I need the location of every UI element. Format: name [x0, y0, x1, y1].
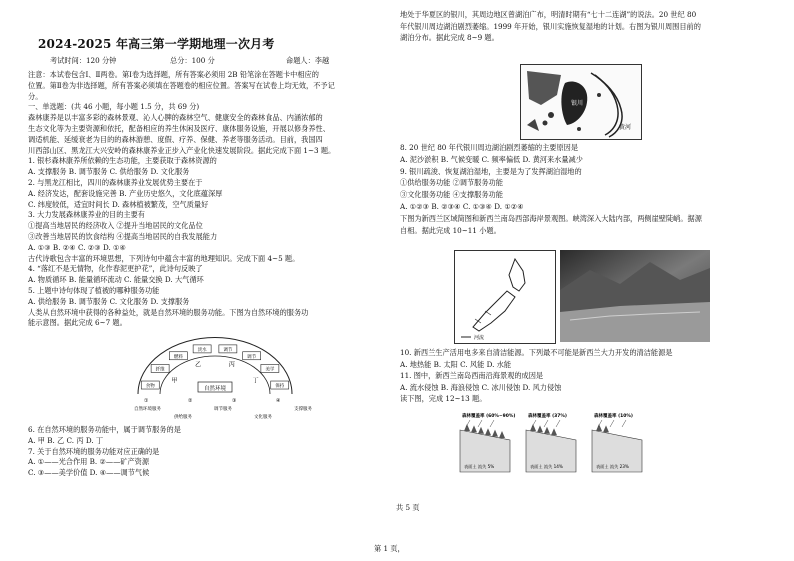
rain-line — [478, 420, 482, 427]
svc-card-label: 调节 — [247, 354, 257, 360]
forest-tree — [499, 431, 505, 438]
rain-line — [466, 420, 470, 427]
text-line: 注意：本试卷包含Ⅰ、Ⅱ两卷。第Ⅰ卷为选择题，所有答案必须用 2B 铅笔涂在答题卡中相应的 — [28, 70, 319, 79]
text-line: C. ③——美学价值 D. ④——调节气候 — [28, 468, 150, 478]
svc-num-label: ① — [144, 398, 149, 404]
text-line: 地处于华夏区的银川，其周边地区曾湖泊广布，明清时期有“七十二连湖”的说法。20 世纪 80 — [400, 10, 697, 19]
text-line: A. ①②③ B. ②③④ C. ①③④ D. ①②④ — [400, 202, 524, 211]
text-line: A. 甲 B. 乙 C. 丙 D. 丁 — [28, 435, 104, 445]
text-line: 自相。据此完成 10~11 小题。 — [400, 225, 501, 235]
text-line: A. 流水侵蚀 B. 海浪侵蚀 C. 冰川侵蚀 D. 风力侵蚀 — [400, 382, 562, 392]
text-line: 9. 银川疏浚、恢复湖泊湿地，主要是为了发挥湖泊湿地的 — [400, 166, 582, 176]
text-line: 湖泊分布。据此完成 8~9 题。 — [400, 33, 499, 42]
svc-center-label: 自然环境 — [203, 386, 227, 392]
text-line: A. 地热能 B. 太阳 C. 风能 D. 水能 — [400, 359, 512, 369]
text-line: A. 供给服务 B. 调节服务 C. 文化服务 D. 支撑服务 — [28, 296, 190, 306]
text-line: ①提高当地居民的经济收入 ②提升当地居民的文化品位 — [28, 221, 203, 231]
svc-sector-label: 丁 — [252, 377, 259, 385]
forest-tree — [537, 425, 543, 432]
text-line: 森林康养是以丰富多彩的森林景观、沁人心脾的森林空气、健康安全的森林食品、内涵浓郁的 — [28, 113, 323, 123]
nz-legend-label: 河流 — [474, 335, 485, 341]
river-label: 黄河 — [619, 124, 632, 131]
text-line: 古代诗歌包含丰富的环境思想，下列诗句中蕴含丰富的地理知识。完成下面 4~5 题。 — [28, 253, 300, 263]
forest-tree — [603, 425, 609, 432]
text-line: 11. 图中，新西兰南岛西南沿海景观的成因是 — [400, 371, 544, 380]
exam-author: 命题人：李越 — [286, 56, 330, 65]
svc-card-label: 纤维 — [155, 367, 165, 373]
text-line: 8. 20 世纪 80 年代银川周边湖泊剧烈萎缩的主要原因是 — [400, 143, 579, 152]
text-line: A. ①——光合作用 B. ②——矿产资源 — [28, 457, 150, 467]
forest-tree — [478, 427, 484, 434]
exam-time: 考试时间：120 分钟 — [50, 56, 117, 65]
fig-service-functions — [120, 332, 310, 422]
svc-bottom-label: 供给服务 — [174, 415, 192, 420]
forest-title: 森林覆盖率 (60%~90%) — [462, 414, 516, 419]
text-line: 4. “落红不是无情物，化作春泥更护花”，此诗句反映了 — [28, 264, 203, 274]
text-line: A. 泥沙淤积 B. 气候变暖 C. 频率偏低 D. 黄河来水量减少 — [400, 154, 583, 164]
rain-line — [622, 420, 626, 427]
text-line: 5. 上题中诗句体现了植被的哪种服务功能 — [28, 286, 160, 295]
footer-page-number: 第 1 页， — [374, 544, 405, 553]
text-line: A. 物质循环 B. 能量循环流动 C. 能量交换 D. 大气循环 — [28, 275, 204, 285]
forest-tree — [544, 427, 550, 434]
text-line: 7. 关于自然环境的服务功能对应正确的是 — [28, 446, 160, 456]
fig-yinchuan-lakes — [520, 64, 642, 140]
svc-sector-label: 丙 — [228, 361, 235, 369]
svc-num-label: ③ — [232, 398, 237, 404]
exam-title: 2024-2025 年高三第一学期地理一次月考 — [38, 37, 275, 51]
fig-nz-map — [454, 250, 556, 344]
rain-line — [610, 420, 614, 427]
forest-bottom-label: 表面土 流失 5% — [464, 464, 495, 469]
forest-tree — [485, 428, 491, 435]
svc-card-label: 调节 — [223, 347, 233, 353]
text-line: 分。 — [28, 91, 43, 101]
svc-card-label: 燃料 — [173, 354, 183, 360]
text-line: 调适机能、延缓衰老为目的的森林游憩、度假、疗养、保健、养老等服务活动。目前，我国四 — [28, 134, 323, 144]
forest-title: 森林覆盖率 (37%) — [528, 414, 567, 419]
fig-forest-coverage — [456, 410, 656, 482]
svc-bottom-label: 文化服务 — [254, 415, 272, 420]
text-line: 位置。第Ⅱ卷为非选择题，所有答案必须填在答题卷的相应位置。答案写在试卷上均无效，不予记 — [28, 80, 335, 90]
svc-num-label: ② — [188, 398, 193, 404]
forest-tree — [471, 425, 477, 432]
rain-line — [532, 420, 536, 427]
fjord-photo-svg — [560, 250, 710, 342]
svc-card-label: 保持 — [275, 384, 285, 390]
text-line: 能示意图。据此完成 6~7 题。 — [28, 318, 127, 328]
text-line: 3. 大力发展森林康养业的目的主要有 — [28, 210, 145, 220]
rain-line — [598, 420, 602, 427]
text-line: C. 纬度较低，适宜时间长 D. 森林植被繁茂，空气质量好 — [28, 199, 209, 209]
service-diagram-svg — [120, 332, 310, 422]
text-line: 年代银川周边湖泊剧烈萎缩。1999 年开始，银川实施恢复湿地的计划。右图为银川周围目前的 — [400, 21, 701, 31]
yinchuan-label: 银川 — [571, 100, 584, 107]
rain-line — [556, 420, 560, 427]
footer-total-pages: 共 5 页 — [396, 503, 420, 512]
text-line: 2. 与黑龙江相比，四川的森林康养业发展优势主要在于 — [28, 178, 203, 187]
nz-map-svg — [455, 251, 555, 343]
svc-bottom-label: 自然环境服务 — [134, 407, 161, 412]
text-line: A. 经济发达，配套设施完善 B. 产业历史悠久，文化底蕴深厚 — [28, 188, 223, 198]
forest-bottom-label: 表面土 流失 23% — [596, 464, 629, 469]
forest-bottom-label: 表面土 流失 14% — [530, 464, 563, 469]
forest-tree — [492, 430, 498, 437]
svc-num-label: ④ — [276, 398, 281, 404]
svc-card-label: 淡水 — [197, 347, 207, 353]
svc-card-label: 美学 — [265, 367, 275, 373]
text-line: ③文化服务功能 ④支撑服务功能 — [400, 190, 503, 200]
svc-sector-label: 乙 — [195, 361, 202, 369]
text-line: ①供给服务功能 ②调节服务功能 — [400, 178, 503, 188]
svc-card-label: 食物 — [145, 384, 155, 390]
text-line: 10. 新西兰生产活用电多来自清洁能源。下列最不可能是新西兰大力开发的清洁能源是 — [400, 348, 673, 357]
svc-bottom-label: 支撑服务 — [294, 407, 312, 412]
text-line: A. ①③ B. ②④ C. ②③ D. ①④ — [28, 242, 126, 252]
forest-title: 森林覆盖率 (10%) — [594, 414, 633, 419]
text-line: 下图为新西兰区域简图和新西兰南岛西部海岸景观图。峡湾深入大陆内部，两侧崖壁陡峭。据源 — [400, 213, 702, 223]
svc-sector-label: 甲 — [171, 377, 178, 385]
yinchuan-map-svg — [521, 65, 641, 139]
forest-svg — [456, 410, 656, 482]
rain-line — [490, 420, 494, 427]
forest-tree — [551, 428, 557, 435]
text-line: 读下图，完成 12~13 题。 — [400, 394, 487, 403]
text-line: 人类从自然环境中获得的各种益处，就是自然环境的服务功能。下图为自然环境的服务功 — [28, 307, 309, 317]
rain-line — [544, 420, 548, 427]
text-line: 一、单选题：(共 46 小题，每小题 1.5 分，共 69 分) — [28, 102, 200, 112]
text-line: 1. 银杉森林康养所依赖的生态功能，主要获取于森林资源的 — [28, 156, 217, 166]
text-line: 川西部山区、黑龙江大兴安岭的森林康养业正步入产业化快速发展阶段。据此完成下面 1~3 题。 — [28, 145, 336, 155]
text-line: A. 支撑服务 B. 调节服务 C. 供给服务 D. 文化服务 — [28, 167, 190, 177]
exam-score: 总分：100 分 — [170, 56, 215, 65]
fig-fjord-photo — [560, 250, 710, 342]
text-line: 生态文化等为主要资源和依托，配备相应的养生休闲及医疗、康体服务设施，开展以修身养性、 — [28, 124, 330, 133]
text-line: 6. 在自然环境的服务功能中，属于调节服务的是 — [28, 425, 181, 434]
svc-bottom-label: 调节服务 — [214, 407, 232, 412]
text-line: ③改善当地居民的饮食结构 ④提高当地居民的自我发展能力 — [28, 232, 218, 241]
